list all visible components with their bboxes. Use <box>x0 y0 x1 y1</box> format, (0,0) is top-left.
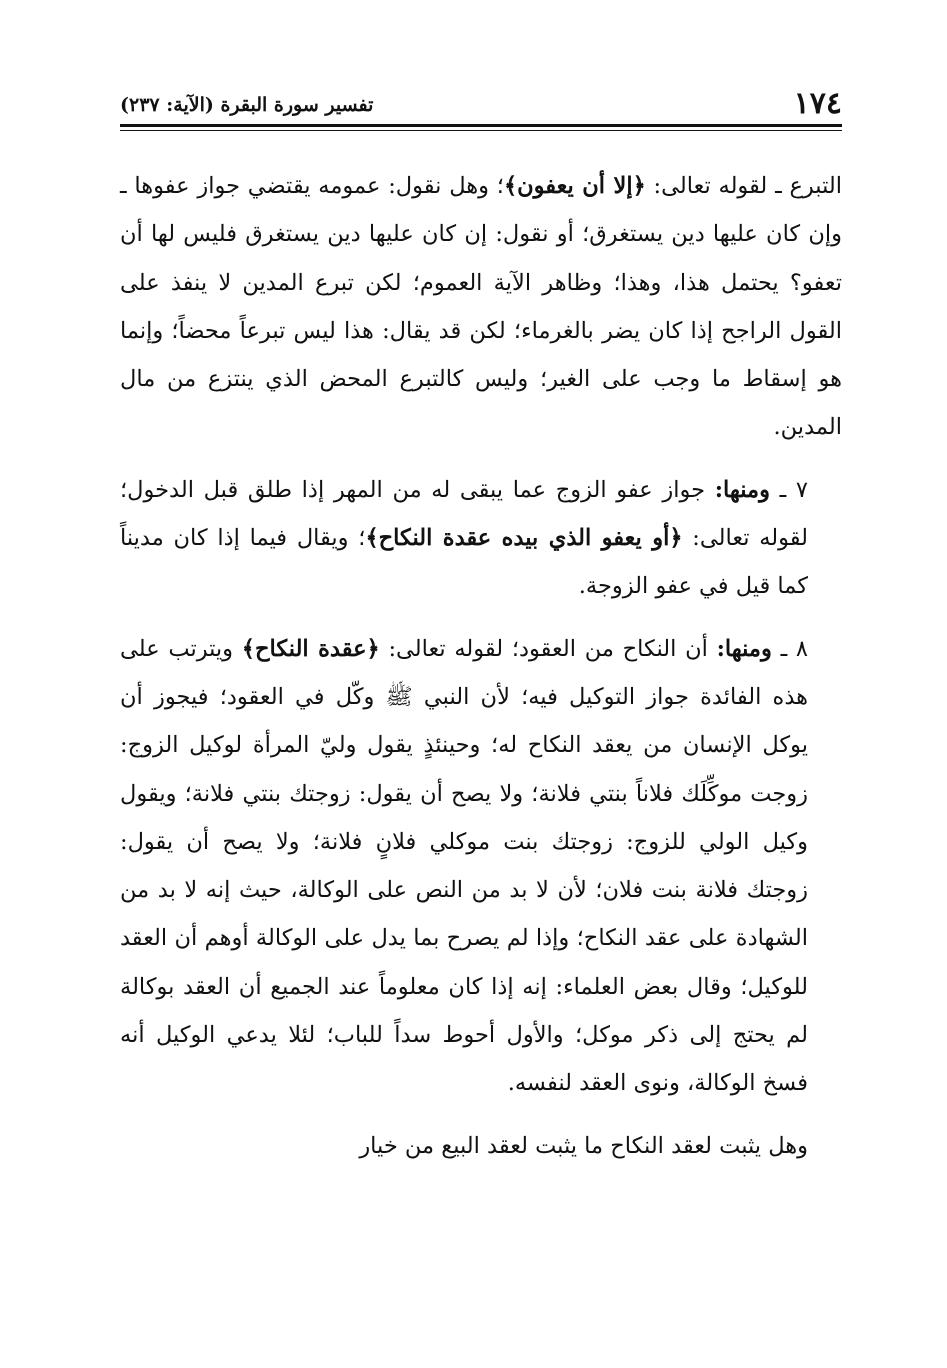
paragraph-3-number: ٨ ـ <box>771 635 809 662</box>
quran-quote: ﴿أو يعفو الذي بيده عقدة النكاح﴾ <box>365 525 683 552</box>
running-title: تفسير سورة البقرة (الآية: ٢٣٧) <box>120 94 374 116</box>
header-rule-thick <box>120 124 842 127</box>
paragraph-4-text: وهل يثبت لعقد النكاح ما يثبت لعقد البيع من خيار <box>359 1132 808 1159</box>
paragraph-1-text-b: ؛ وهل نقول: عمومه يقتضي جواز عفوها ـ وإن كان عليها دين يستغرق؛ أو نقول: إن كان عليها دين يستغرق فليس لها أن تعفو؟ يحتمل هذا، وهذا؛ وظاهر الآية العموم؛ لكن تبرع المدين لا ينفذ على القول الراجح إذا كان يضر بالغرماء؛ لكن قد يقال: هذا ليس تبرعاً محضاً؛ وإنما هو إسقاط ما وجب على الغير؛ وليس كالتبرع المحض الذي ينتزع من مال المدين. <box>120 173 842 441</box>
paragraph-3 <box>120 625 842 1108</box>
body-text <box>120 162 842 1170</box>
page-header <box>120 86 842 122</box>
paragraph-1 <box>120 162 842 452</box>
paragraph-2-number: ٧ ـ <box>769 476 808 503</box>
quran-quote: ﴿عقدة النكاح﴾ <box>241 635 380 662</box>
paragraph-3-text-b: ويترتب على هذه الفائدة جواز التوكيل فيه؛ لأن النبي ﷺ وكّل في العقود؛ فيجوز أن يوكل الإنسان من يعقد النكاح له؛ وحينئذٍ يقول وليّ المرأة لوكيل الزوج: زوجت موكِّلَك فلاناً بنتي فلانة؛ ولا يصح أن يقول: زوجتك بنتي فلانة؛ ويقول وكيل الولي للزوج: زوجتك بنت موكلي فلانٍ فلانة؛ ولا يصح أن يقول: زوجتك فلانة بنت فلان؛ لأن لا بد من النص على الوكالة، حيث إنه لا بد من الشهادة على عقد النكاح؛ وإذا لم يصرح بما يدل على الوكالة أوهم أن العقد للوكيل؛ وقال بعض العلماء: إنه إذا كان معلوماً عند الجميع أن العقد بوكالة لم يحتج إلى ذكر موكل؛ والأول أحوط سداً للباب؛ لئلا يدعي الوكيل أنه فسخ الوكالة، ونوى العقد لنفسه. <box>120 635 809 1097</box>
paragraph-3-label: ومنها: <box>716 635 772 662</box>
paragraph-2-label: ومنها: <box>714 476 770 503</box>
paragraph-2-text-a: جواز عفو الزوج عما يبقى له من المهر إذا طلق قبل الدخول؛ لقوله تعالى: <box>120 476 809 552</box>
page-number: ١٧٤ <box>793 86 842 121</box>
paragraph-3-text-a: أن النكاح من العقود؛ لقوله تعالى: <box>379 635 717 662</box>
paragraph-1-text-a: التبرع ـ لقوله تعالى: <box>645 173 842 199</box>
paragraph-2-text-b: ؛ ويقال فيما إذا كان مديناً كما قيل في عفو الزوجة. <box>120 525 808 600</box>
paragraph-2 <box>120 466 842 611</box>
header-rule-thin <box>120 130 842 131</box>
quran-quote: ﴿إلا أن يعفون﴾ <box>503 173 646 199</box>
paragraph-4 <box>120 1122 842 1170</box>
